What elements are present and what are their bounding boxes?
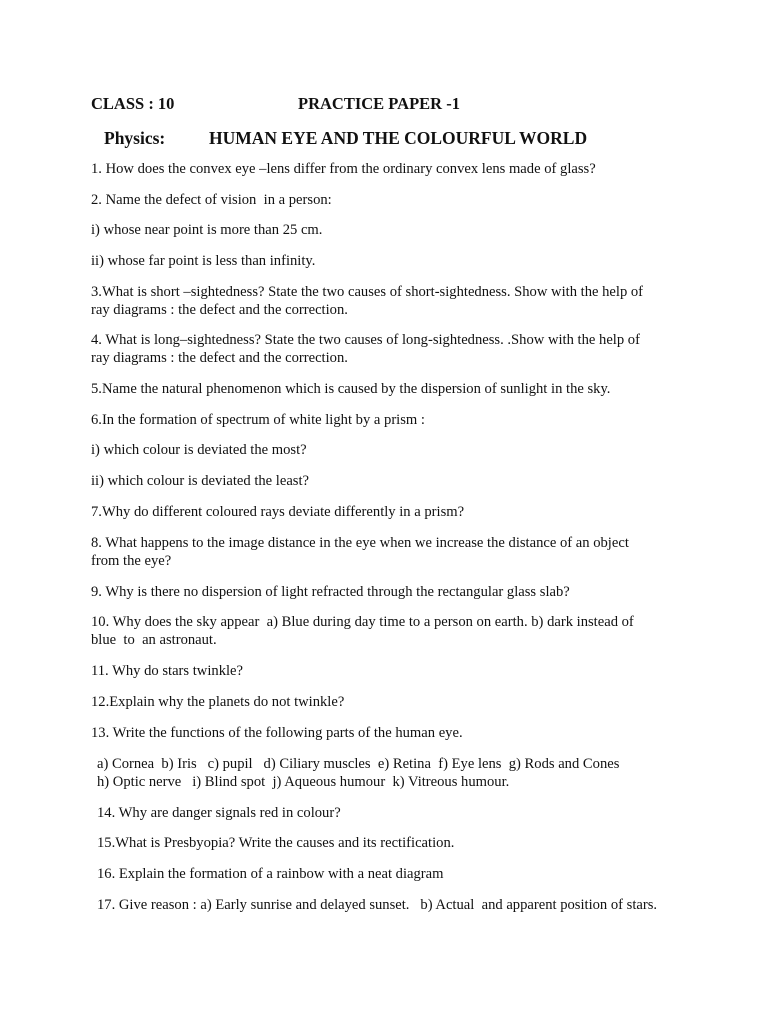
question-4: 4. What is long–sightedness? State the two causes of long-sightedness. .Show with the help of (91, 332, 640, 348)
paper-title: PRACTICE PAPER -1 (298, 94, 460, 113)
question-17: 17. Give reason : a) Early sunrise and delayed sunset. b) Actual and apparent position of stars. (97, 897, 658, 913)
question-6-part-i: i) which colour is deviated the most? (91, 442, 307, 458)
question-5: 5.Name the natural phenomenon which is caused by the dispersion of sunlight in the sky. (91, 381, 611, 397)
question-12: 12.Explain why the planets do not twinkle? (91, 694, 345, 710)
question-14: 14. Why are danger signals red in colour? (97, 805, 341, 821)
question-8-cont: from the eye? (91, 553, 172, 569)
question-3: 3.What is short –sightedness? State the two causes of short-sightedness. Show with the help of (91, 284, 644, 300)
question-10-cont: blue to an astronaut. (91, 632, 217, 648)
question-16: 16. Explain the formation of a rainbow with a neat diagram (97, 866, 444, 882)
class-label: CLASS : 10 (91, 94, 175, 113)
question-13: 13. Write the functions of the following parts of the human eye. (91, 725, 463, 741)
question-1: 1. How does the convex eye –lens differ from the ordinary convex lens made of glass? (91, 161, 596, 177)
question-6-part-ii: ii) which colour is deviated the least? (91, 473, 310, 489)
question-15: 15.What is Presbyopia? Write the causes and its rectification. (97, 835, 455, 851)
chapter-title: HUMAN EYE AND THE COLOURFUL WORLD (209, 128, 588, 148)
question-10: 10. Why does the sky appear a) Blue during day time to a person on earth. b) dark instead of (91, 614, 634, 630)
question-8: 8. What happens to the image distance in the eye when we increase the distance of an object (91, 535, 629, 551)
question-13-parts-h-k: h) Optic nerve i) Blind spot j) Aqueous humour k) Vitreous humour. (97, 774, 510, 790)
question-9: 9. Why is there no dispersion of light refracted through the rectangular glass slab? (91, 584, 570, 600)
question-11: 11. Why do stars twinkle? (91, 663, 243, 679)
subject-label: Physics: (104, 128, 166, 148)
question-3-cont: ray diagrams : the defect and the correction. (91, 302, 348, 318)
question-6: 6.In the formation of spectrum of white light by a prism : (91, 412, 425, 428)
question-2-part-ii: ii) whose far point is less than infinity. (91, 253, 316, 269)
question-2: 2. Name the defect of vision in a person: (91, 192, 332, 208)
question-2-part-i: i) whose near point is more than 25 cm. (91, 222, 323, 238)
question-7: 7.Why do different coloured rays deviate differently in a prism? (91, 504, 465, 520)
question-4-cont: ray diagrams : the defect and the correction. (91, 350, 348, 366)
question-13-parts-a-g: a) Cornea b) Iris c) pupil d) Ciliary muscles e) Retina f) Eye lens g) Rods and Cones (97, 756, 620, 772)
